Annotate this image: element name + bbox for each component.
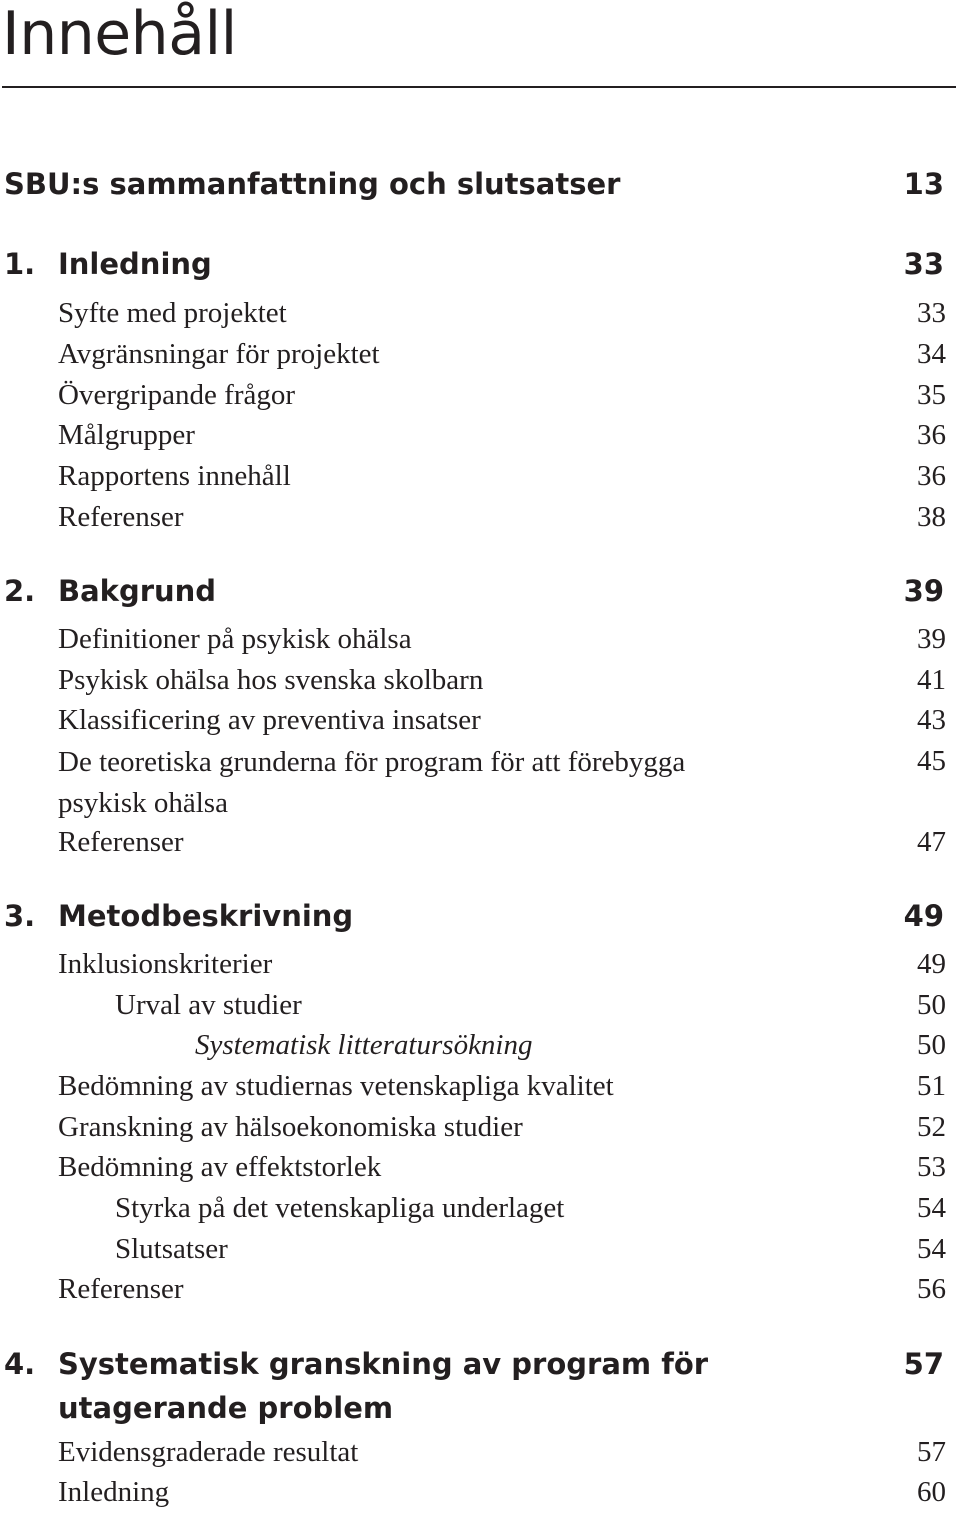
toc-chapter-4[interactable] xyxy=(0,1342,960,1425)
toc-page-number: 47 xyxy=(917,826,946,858)
toc-page-number: 50 xyxy=(917,989,946,1021)
toc-page-number: 41 xyxy=(917,664,946,696)
toc-label: Målgrupper xyxy=(58,419,195,451)
toc-page-number: 56 xyxy=(917,1273,946,1305)
toc-page-number: 57 xyxy=(903,1347,944,1381)
toc-label: Syfte med projektet xyxy=(58,297,287,329)
toc-label: Bedömning av studiernas vetenskapliga kvalitet xyxy=(58,1070,614,1102)
toc-label: Inledning xyxy=(58,1476,170,1508)
toc-label: Referenser xyxy=(58,501,184,533)
toc-label: De teoretiska grunderna för program för att förebygga psykisk ohälsa xyxy=(58,746,686,819)
chapter-title: Systematisk granskning av program för utagerande problem xyxy=(58,1347,709,1425)
page-title: Innehåll xyxy=(2,0,237,69)
toc-label: Klassificering av preventiva insatser xyxy=(58,704,481,736)
toc-page-number: 45 xyxy=(917,745,946,777)
toc-label: Referenser xyxy=(58,826,184,858)
toc-page-number: 49 xyxy=(917,948,946,980)
toc-page-number: 36 xyxy=(917,419,946,451)
toc-page-number: 49 xyxy=(903,899,944,933)
toc-label: Bedömning av effektstorlek xyxy=(58,1151,382,1183)
toc-label: Övergripande frågor xyxy=(58,379,295,411)
toc-label: Slutsatser xyxy=(115,1233,228,1265)
chapter-number: 4. xyxy=(4,1347,36,1381)
chapter-number: 3. xyxy=(4,899,36,933)
chapter-number: 1. xyxy=(4,247,36,281)
chapter-title: Inledning xyxy=(58,247,212,281)
toc-label: Referenser xyxy=(58,1273,184,1305)
toc-label: Psykisk ohälsa hos svenska skolbarn xyxy=(58,664,484,696)
toc-page-number: 33 xyxy=(917,297,946,329)
toc-page-number: 60 xyxy=(917,1476,946,1508)
toc-page-number: 39 xyxy=(903,574,944,608)
toc-page-number: 53 xyxy=(917,1151,946,1183)
toc-label: Urval av studier xyxy=(115,989,302,1021)
toc-page-number: 57 xyxy=(917,1436,946,1468)
title-divider xyxy=(2,86,956,88)
chapter-title: Metodbeskrivning xyxy=(58,899,354,933)
toc-page-number: 39 xyxy=(917,623,946,655)
toc-label: Rapportens innehåll xyxy=(58,460,291,492)
toc-page-number: 33 xyxy=(903,247,944,281)
toc-label: Definitioner på psykisk ohälsa xyxy=(58,623,412,655)
toc-page-number: 36 xyxy=(917,460,946,492)
chapter-number: 2. xyxy=(4,574,36,608)
toc-label: Inklusionskriterier xyxy=(58,948,273,980)
toc-page-number: 52 xyxy=(917,1111,946,1143)
chapter-title: Bakgrund xyxy=(58,574,217,608)
toc-page-number: 54 xyxy=(917,1192,946,1224)
toc-label: SBU:s sammanfattning och slutsatser xyxy=(4,167,621,201)
toc-page-number: 13 xyxy=(903,167,944,201)
toc-label: Systematisk litteratursökning xyxy=(195,1029,533,1061)
toc-entry[interactable] xyxy=(0,742,960,822)
toc-label: Avgränsningar för projektet xyxy=(58,338,380,370)
toc-page-number: 43 xyxy=(917,704,946,736)
toc-label: Granskning av hälsoekonomiska studier xyxy=(58,1111,523,1143)
toc-page-number: 35 xyxy=(917,379,946,411)
toc-label: Evidensgraderade resultat xyxy=(58,1436,359,1468)
toc-page-number: 50 xyxy=(917,1029,946,1061)
toc-page-number: 38 xyxy=(917,501,946,533)
toc-page-number: 51 xyxy=(917,1070,946,1102)
toc-page-number: 54 xyxy=(917,1233,946,1265)
toc-label: Styrka på det vetenskapliga underlaget xyxy=(115,1192,565,1224)
toc-page-number: 34 xyxy=(917,338,946,370)
